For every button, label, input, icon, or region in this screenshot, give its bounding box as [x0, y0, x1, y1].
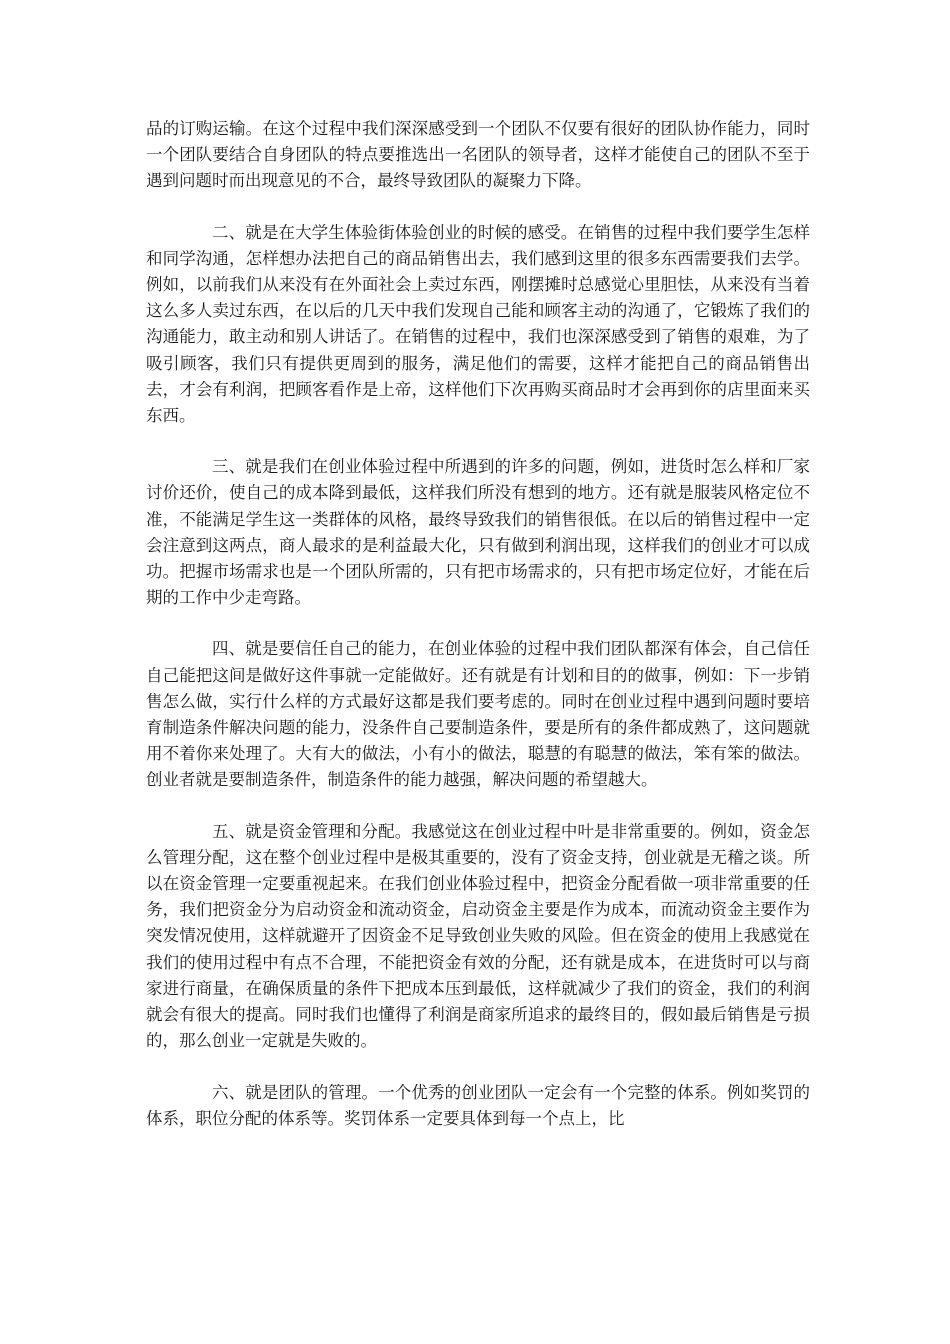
paragraph-section-6: 六、就是团队的管理。一个优秀的创业团队一定会有一个完整的体系。例如奖罚的体系，职位分配的体系等。奖罚体系一定要具体到每一个点上，比: [146, 1082, 810, 1128]
paragraph-section-5: 五、就是资金管理和分配。我感觉这在创业过程中叶是非常重要的。例如，资金怎么管理分配，这在整个创业过程中是极其重要的，没有了资金支持，创业就是无稽之谈。所以在资金管理一定要重视起来。在我们创业体验过程中，把资金分配看做一项非常重要的任务，我们把资金分为启动资金和流动资金，启动资金主要是作为成本，而流动资金主要作为突发情况使用，这样就避开了因资金不足导致创业失败的风险。但在资金的使用上我感觉在我们的使用过程中有点不合理，不能把资金有效的分配，还有就是成本，在进货时可以与商家进行商量，在确保质量的条件下把成本压到最低，这样就减少了我们的资金，我们的利润就会有很大的提高。同时我们也懂得了利润是商家所追求的最终目的，假如最后销售是亏损的，那么创业一定就是失败的。: [146, 821, 810, 1051]
paragraph-section-3: 三、就是我们在创业体验过程中所遇到的许多的问题，例如，进货时怎么样和厂家讨价还价，使自己的成本降到最低，这样我们所没有想到的地方。还有就是服装风格定位不准，不能满足学生这一类群体的风格，最终导致我们的销售很低。在以后的销售过程中一定会注意到这两点，商人最求的是利益最大化，只有做到利润出现，这样我们的创业才可以成功。把握市场需求也是一个团队所需的，只有把市场需求的，只有把市场定位好，才能在后期的工作中少走弯路。: [146, 457, 810, 608]
paragraph-section-4: 四、就是要信任自己的能力，在创业体验的过程中我们团队都深有体会，自己信任自己能把这间是做好这件事就一定能做好。还有就是有计划和目的的做事，例如：下一步销售怎么做，实行什么样的方式最好这都是我们要考虑的。同时在创业过程中遇到问题时要培育制造条件解决问题的能力，没条件自己要制造条件，要是所有的条件都成熟了，这问题就用不着你来处理了。大有大的做法，小有小的做法，聪慧的有聪慧的做法，笨有笨的做法。创业者就是要制造条件，制造条件的能力越强，解决问题的希望越大。: [146, 639, 810, 790]
paragraph-continued: 品的订购运输。在这个过程中我们深深感受到一个团队不仅要有很好的团队协作能力，同时一个团队要结合自身团队的特点要推选出一名团队的领导者，这样才能使自己的团队不至于遇到问题时而出现意见的不合，最终导致团队的凝聚力下降。: [146, 119, 810, 191]
document-body: [146, 116, 810, 1157]
paragraph-section-2: 二、就是在大学生体验街体验创业的时候的感受。在销售的过程中我们要学生怎样和同学沟通，怎样想办法把自己的商品销售出去，我们感到这里的很多东西需要我们去学。例如，以前我们从来没有在外面社会上卖过东西，刚摆摊时总感觉心里胆怯，从来没有当着这么多人卖过东西，在以后的几天中我们发现自己能和顾客主动的沟通了，它锻炼了我们的沟通能力，敢主动和别人讲话了。在销售的过程中，我们也深深感受到了销售的艰难，为了吸引顾客，我们只有提供更周到的服务，满足他们的需要，这样才能把自己的商品销售出去，才会有利润，把顾客看作是上帝，这样他们下次再购买商品时才会再到你的店里面来买东西。: [146, 222, 810, 426]
